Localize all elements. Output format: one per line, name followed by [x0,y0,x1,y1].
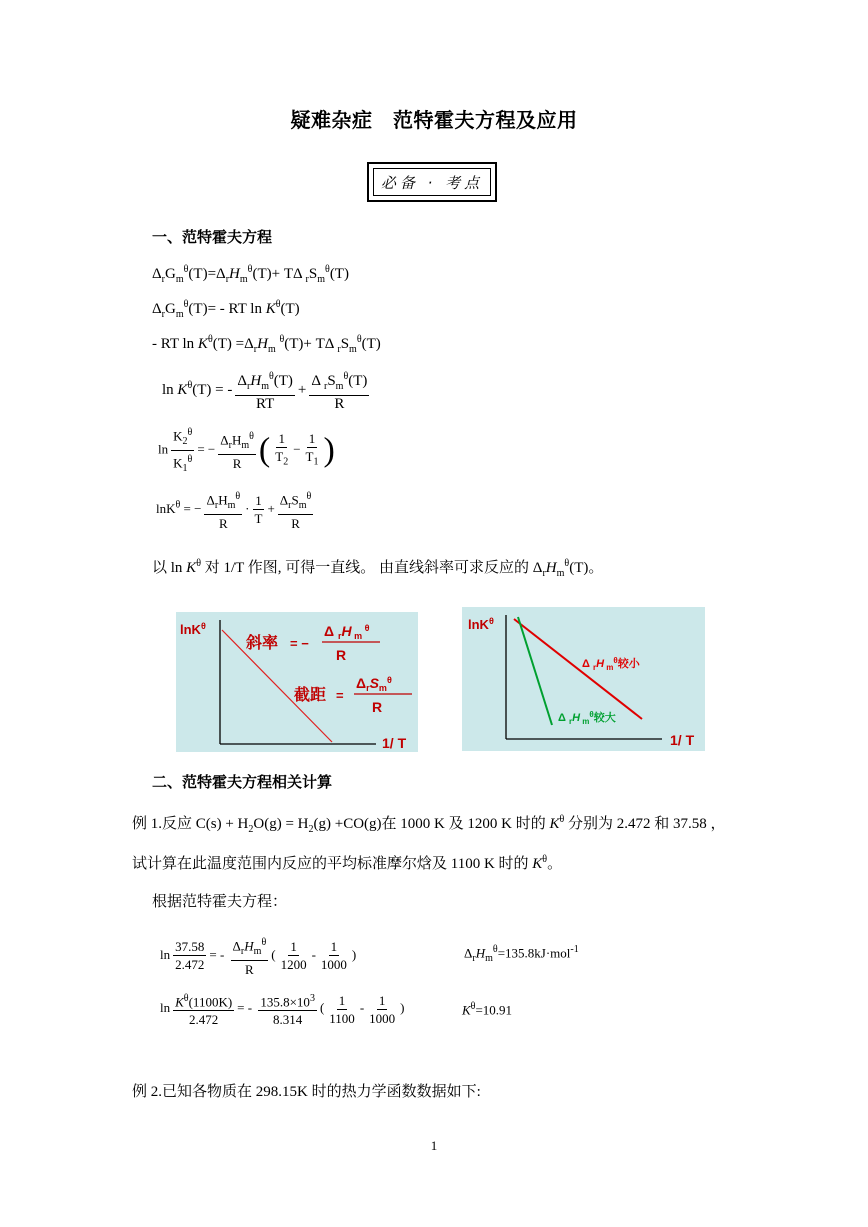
equation-two-temperature: ln $\frac{K_2^\theta}{K_1^\theta}$ = − $\frac{\Delta_rH_m^\theta}{R}$ ( $\frac{1}{T_2}$ − $\frac{1}{T_1}$ ) [158,424,335,477]
calculation-1: ln $\frac{37.58}{2.472}$ = - $\frac{\Delta_rH_m^\theta}{R}$ ( $\frac{1}{1200}$ - $\frac{1}{1000}$ ) [160,934,356,978]
calculation-2: ln $\frac{K^\theta(1100K)}{2.472}$ = - $\frac{135.8\times 10^3}{8.314}$ ( $\frac{1}{1100}$ - $\frac{1}{1000}$ ) [160,990,405,1028]
figure1-xlabel: 1/ T [382,735,407,751]
figure2-xlabel: 1/ T [670,732,695,748]
page-title: 疑难杂症 范特霍夫方程及应用 [290,108,578,132]
intercept-numerator: $\Delta_rS_m^\theta$ [356,675,392,693]
section1-heading: 一、范特霍夫方程 [152,228,273,246]
equation-gibbs-1: $\Delta_rG_m^\theta(T)=\Delta_rH_m^\theta(T)+ T\Delta$ $_rS_m^\theta(T)$ [152,264,349,285]
figure2-red-label: Δ $_r$H $_m^\theta$较小 [582,656,640,672]
key-points-badge [367,162,497,202]
calculation-1-result: $\Delta_rH_m^\theta=135.8kJ\cdot mol^{-1}$ [464,944,579,964]
section2-heading: 二、范特霍夫方程相关计算 [152,773,333,791]
example1-line2: 试计算在此温度范围内反应的平均标准摩尔焓及 1100 K 时的 $K^\theta$。 [132,854,563,872]
slope-denominator: R [336,647,347,663]
figure2-ylabel: lnK$^\theta$ [468,616,494,632]
plot-explanation: 以 $\ln K^\theta$ 对 1/T 作图, 可得一直线。 由直线斜率可求反应的 $\Delta_rH_m^\theta(T)$。 [152,558,604,579]
intercept-equals: = [336,688,344,703]
example1-line1: 例 1.反应 $C(s) + H_2O(g) = H_2(g) +CO(g)$在 1000 K 及 1200 K 时的 $K^\theta$ 分别为 2.472 和 37.58 ， [132,814,726,835]
figure1-ylabel: lnK$^\theta$ [180,621,206,637]
intercept-denominator: R [372,699,383,715]
equation-gibbs-2: $\Delta_rG_m^\theta(T)=$ - RT $\ln K^\theta(T)$ [152,299,300,320]
badge-label: 必备 · 考点 [373,168,491,196]
example2-line: 例 2.已知各物质在 298.15K 时的热力学函数数据如下: [132,1084,481,1100]
figure1-background [176,612,418,752]
slope-label: 斜率 [246,635,279,652]
example1-line3: 根据范特霍夫方程： [152,894,288,910]
intercept-label: 截距 [294,687,327,704]
equation-lnk: $\ln K^\theta(T)$ = - $\frac{\Delta_rH_m^\theta(T)}{RT}$ + $\frac{\Delta _rS_m^\theta(T)}{R}$ [162,368,372,413]
figure-lnk-vs-inverse-t [176,612,418,752]
slope-equals: = − [290,636,309,651]
figure2-background [462,607,705,751]
slope-numerator: Δ $_r$H $_m$ $^\theta$ [324,623,370,641]
calculation-2-result: $K^\theta=10.91$ [462,1001,513,1018]
figure-enthalpy-comparison [462,607,705,751]
equation-gibbs-3: - RT $\ln K^\theta(T) =\Delta_rH_m$ $^\theta$(T)+ TΔ $_rS_m^\theta(T)$ [152,334,381,355]
figure2-green-label: Δ $_r$H $_m^\theta$较大 [558,710,616,726]
equation-linear-form: lnK$^\theta$ = − $\frac{\Delta_rH_m^\theta}{R}$ · $\frac{1}{T}$ + $\frac{\Delta_rS_m^\theta}{R}$ [156,488,316,532]
page-number: 1 [430,1138,438,1153]
